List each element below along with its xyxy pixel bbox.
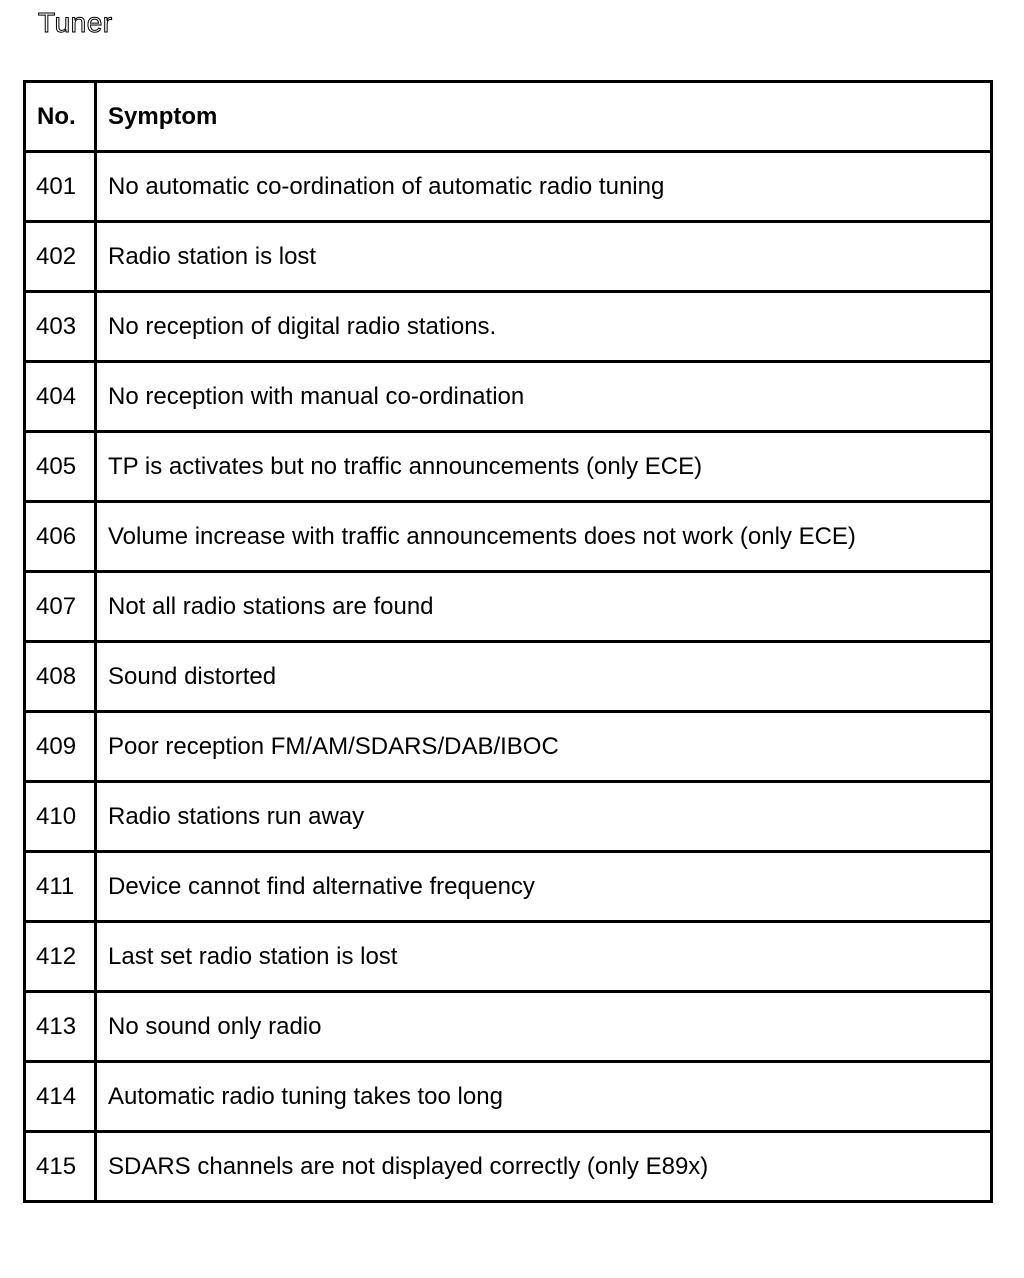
table-row xyxy=(25,1132,992,1202)
cell-no: 404 xyxy=(25,362,96,432)
header-no: No. xyxy=(25,82,96,152)
table-row xyxy=(25,922,992,992)
cell-no: 405 xyxy=(25,432,96,502)
table-row xyxy=(25,572,992,642)
table-row xyxy=(25,992,992,1062)
cell-symptom: Last set radio station is lost xyxy=(96,922,992,992)
page-title: Tuner xyxy=(38,7,113,38)
table-row xyxy=(25,712,992,782)
table-row xyxy=(25,502,992,572)
table-row xyxy=(25,642,992,712)
cell-no: 413 xyxy=(25,992,96,1062)
cell-symptom: No automatic co-ordination of automatic radio tuning xyxy=(96,152,992,222)
cell-symptom: SDARS channels are not displayed correctly (only E89x) xyxy=(96,1132,992,1202)
table-row xyxy=(25,852,992,922)
cell-symptom: No reception of digital radio stations. xyxy=(96,292,992,362)
cell-no: 407 xyxy=(25,572,96,642)
cell-no: 412 xyxy=(25,922,96,992)
cell-symptom: Volume increase with traffic announcements does not work (only ECE) xyxy=(96,502,992,572)
cell-no: 410 xyxy=(25,782,96,852)
cell-no: 414 xyxy=(25,1062,96,1132)
cell-symptom: TP is activates but no traffic announcements (only ECE) xyxy=(96,432,992,502)
cell-symptom: Radio stations run away xyxy=(96,782,992,852)
cell-no: 409 xyxy=(25,712,96,782)
cell-no: 406 xyxy=(25,502,96,572)
table-header-row xyxy=(25,82,992,152)
cell-symptom: No reception with manual co-ordination xyxy=(96,362,992,432)
cell-no: 415 xyxy=(25,1132,96,1202)
cell-no: 403 xyxy=(25,292,96,362)
symptom-table xyxy=(23,80,993,1203)
table-row xyxy=(25,1062,992,1132)
cell-no: 402 xyxy=(25,222,96,292)
table-row xyxy=(25,152,992,222)
table-row xyxy=(25,782,992,852)
cell-symptom: Radio station is lost xyxy=(96,222,992,292)
table-row xyxy=(25,362,992,432)
cell-symptom: Poor reception FM/AM/SDARS/DAB/IBOC xyxy=(96,712,992,782)
table-row xyxy=(25,222,992,292)
cell-symptom: Not all radio stations are found xyxy=(96,572,992,642)
cell-no: 408 xyxy=(25,642,96,712)
cell-symptom: Sound distorted xyxy=(96,642,992,712)
cell-no: 411 xyxy=(25,852,96,922)
cell-symptom: Device cannot find alternative frequency xyxy=(96,852,992,922)
header-symptom: Symptom xyxy=(96,82,992,152)
cell-no: 401 xyxy=(25,152,96,222)
table-row xyxy=(25,432,992,502)
cell-symptom: Automatic radio tuning takes too long xyxy=(96,1062,992,1132)
table-row xyxy=(25,292,992,362)
cell-symptom: No sound only radio xyxy=(96,992,992,1062)
